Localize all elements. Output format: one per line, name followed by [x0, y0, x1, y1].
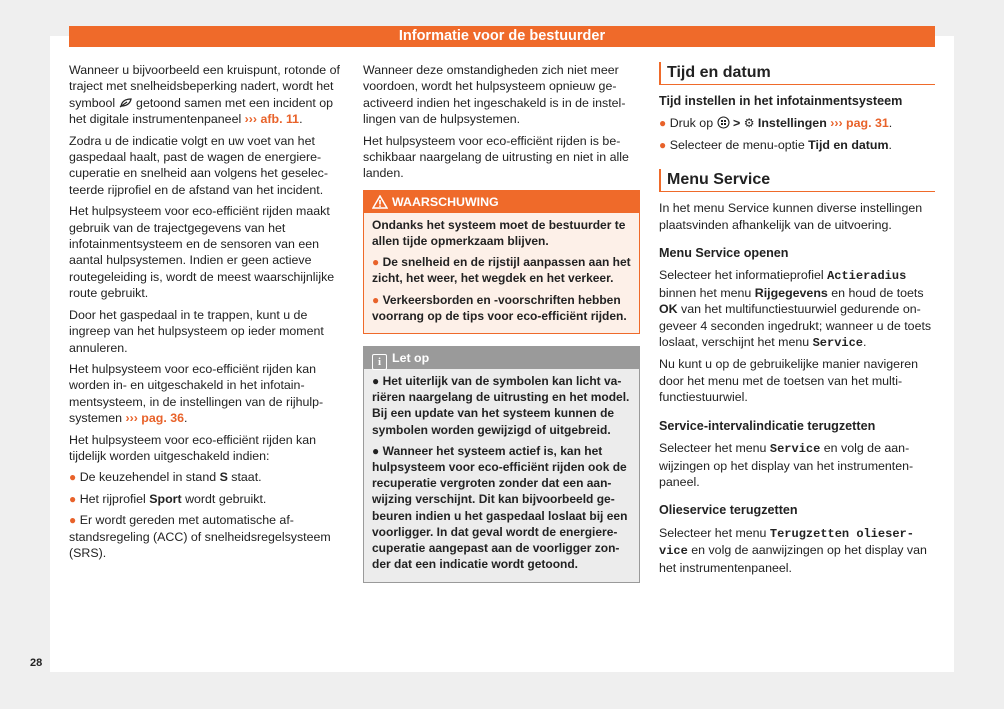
text: .	[888, 116, 893, 131]
warning-triangle-icon	[372, 195, 388, 209]
text: Selecteer het menu	[659, 525, 767, 540]
text: Het rijprofiel	[79, 491, 146, 506]
section-header: Informatie voor de bestuurder	[69, 26, 935, 47]
text: Er wordt gereden met automatische afstandsregeling (ACC) of snelheidsregelsysteem (SRS).	[69, 513, 331, 560]
list-item: ● Het uiterlijk van de symbolen kan licht variëren naargelang de uitrusting en het model. Bij een update van het systeem kunnen de symbolen worden gewijzigd of uitgebreid.	[372, 374, 630, 437]
text: Sport	[149, 491, 182, 506]
bullet-icon: ●	[372, 292, 380, 307]
section-title: Tijd en datum	[659, 62, 935, 85]
text: staat.	[231, 470, 262, 485]
subsection-title: Tijd instellen in het infotainmentsysteem	[659, 94, 903, 108]
text: en volg de aanwijzingen op het display van het instrumentenpaneel.	[659, 441, 914, 489]
menu-term: Rijgegevens	[754, 285, 828, 300]
text: De keuzehendel in stand	[79, 470, 217, 485]
page-number: 28	[30, 657, 43, 669]
info-icon: i	[372, 354, 387, 370]
bullet-icon: ●	[659, 116, 667, 131]
list-item	[372, 292, 631, 324]
page-link[interactable]: ››› pag. 31	[830, 116, 889, 131]
figure-link[interactable]: ››› afb. 11	[244, 112, 300, 127]
text: wordt gebruikt.	[185, 491, 267, 506]
text: .	[888, 137, 892, 152]
text: Wanneer u bijvoorbeeld een kruispunt, rotonde of traject met snelheidsbeperking nadert, wordt het symbool	[69, 63, 340, 110]
menu-term: Terugzetten olieservice	[659, 526, 914, 559]
text: >	[733, 116, 741, 131]
paragraph	[659, 525, 935, 576]
menu-term: Service	[812, 336, 864, 351]
list-item: ● Wanneer het systeem actief is, kan het hulpsysteem voor eco-efficiënt rijden ook de recuperatie vergroten zonder dat een aanwijzing verschijnt. Dit kan bijvoorbeeld gebeuren indien u het gaspedaal loslaat bij een voorligger. In dat geval wordt de energierecuperatie aangepast aan de voorligger zonder dat een indicatie wordt getoond.	[372, 443, 628, 572]
page-link[interactable]: ››› pag. 36	[125, 411, 185, 426]
list-item	[69, 512, 341, 561]
text: Selecteer het informatieprofiel	[659, 268, 824, 283]
menu-term: Actieradius	[827, 269, 907, 284]
paragraph: In het menu Service kunnen diverse instellingen plaatsvinden afhankelijk van de uitvoering.	[659, 201, 923, 232]
paragraph: Ondanks het systeem moet de bestuurder te allen tijde opmerkzaam blijven.	[372, 217, 626, 249]
paragraph: Het hulpsysteem voor eco-efficiënt rijden is beschikbaar naargelang de uitrusting en niet in alle landen.	[363, 133, 629, 181]
text: getoond samen met een incident op het digitale instrumentenpaneel	[69, 95, 334, 127]
ok-key-icon: OK	[659, 302, 678, 317]
warning-body	[364, 213, 639, 333]
note-header	[364, 347, 639, 369]
section-title: Menu Service	[659, 169, 935, 192]
eco-leaf-icon	[119, 97, 133, 108]
list-item	[659, 137, 935, 153]
warning-title: WAARSCHUWING	[392, 194, 499, 209]
warning-box	[363, 190, 640, 334]
bullet-icon: ●	[372, 255, 380, 270]
text: .	[863, 335, 867, 350]
text: .	[184, 411, 188, 426]
menu-grid-icon	[717, 116, 730, 129]
text: Verkeersborden en -voorschriften hebben voorrang op de tips voor eco-efficiënt rijden.	[372, 292, 627, 323]
text: Tijd en datum	[808, 137, 889, 152]
list-item	[69, 491, 341, 507]
list-item	[372, 254, 631, 286]
text: Selecteer het menu	[659, 441, 767, 456]
paragraph	[659, 440, 935, 490]
text: en houd de toets	[831, 285, 924, 300]
menu-term: Service	[769, 442, 821, 457]
paragraph: Nu kunt u op de gebruikelijke manier navigeren door het menu met de toetsen van het multifunctiestuurwiel.	[659, 357, 918, 405]
text: van het multifunctiestuurwiel gedurende ongeveer 4 seconden ingedrukt; wanneer u de toets loslaat, verschijnt het menu	[659, 302, 932, 350]
text: Druk op	[669, 116, 714, 131]
subsection-title: Olieservice terugzetten	[659, 503, 798, 518]
paragraph: Wanneer deze omstandigheden zich niet meer voordoen, wordt het hulpsysteem opnieuw geactiveerd indien het ingeschakeld is in de instellingen van de hulpsystemen.	[363, 63, 626, 127]
note-box	[363, 346, 640, 582]
bullet-icon: ●	[69, 470, 77, 485]
paragraph	[69, 361, 341, 427]
bullet-icon: ●	[69, 513, 77, 528]
text: De snelheid en de rijstijl aanpassen aan het zicht, het weer, het wegdek en het verkeer.	[372, 255, 631, 286]
text: Het uiterlijk van de symbolen kan licht variëren naargelang de uitrusting en het model. Bij een update van het systeem kunnen de symbolen worden gewijzigd of uitgebreid.	[372, 374, 630, 437]
warning-header	[364, 191, 639, 213]
paragraph: Zodra u de indicatie volgt en uw voet van het gaspedaal haalt, past de wagen de energierecuperatie en snelheid aan volgens het geselecteerde rijprofiel en de afstand van het incident.	[69, 133, 329, 197]
subsection-title: Service-intervalindicatie terugzetten	[659, 418, 876, 433]
paragraph: Het hulpsysteem voor eco-efficiënt rijden kan tijdelijk worden uitgeschakeld indien:	[69, 432, 317, 463]
text: S	[219, 470, 228, 485]
bullet-icon: ●	[69, 491, 77, 506]
text: Selecteer de menu-optie	[669, 137, 805, 152]
list-item	[69, 469, 341, 485]
list-item	[659, 115, 935, 131]
gear-icon: ⚙	[743, 116, 755, 131]
note-title: Let op	[392, 351, 430, 366]
text: Instellingen	[757, 116, 827, 131]
paragraph	[69, 62, 341, 128]
subsection-title: Menu Service openen	[659, 246, 789, 261]
text: .	[299, 112, 303, 127]
column-1	[69, 62, 341, 566]
column-3	[659, 62, 935, 581]
paragraph: Het hulpsysteem voor eco-efficiënt rijden maakt gebruik van de trajectgegevens van het infotainmentsysteem en de sensoren van een aantal hulpsystemen. Indien er geen actieve routegeleiding is, wordt de meest waarschijnlijke route gebruikt.	[69, 204, 335, 301]
paragraph	[659, 267, 935, 351]
text: en volg de aanwijzingen op het display van het instrumentenpaneel.	[659, 543, 927, 575]
column-2	[363, 62, 640, 583]
bullet-icon: ●	[659, 137, 667, 152]
text: Het hulpsysteem voor eco-efficiënt rijden kan worden in- en uitgeschakeld in het infotainmentsysteem, in de instellingen van de rijhulpsystemen	[69, 361, 324, 426]
text: binnen het menu	[659, 285, 752, 300]
text: Wanneer het systeem actief is, kan het hulpsysteem voor eco-efficiënt rijden ook de recuperatie vergroten zonder dat een aanwijzing verschijnt. Dit kan bijvoorbeeld gebeuren indien u het gaspedaal loslaat bij een voorligger. In dat geval wordt de energierecuperatie aangepast aan de voorligger zonder dat een indicatie wordt getoond.	[372, 443, 628, 572]
paragraph: Door het gaspedaal in te trappen, kunt u de ingreep van het hulpsysteem op ieder moment annuleren.	[69, 307, 324, 355]
note-body	[364, 369, 639, 581]
